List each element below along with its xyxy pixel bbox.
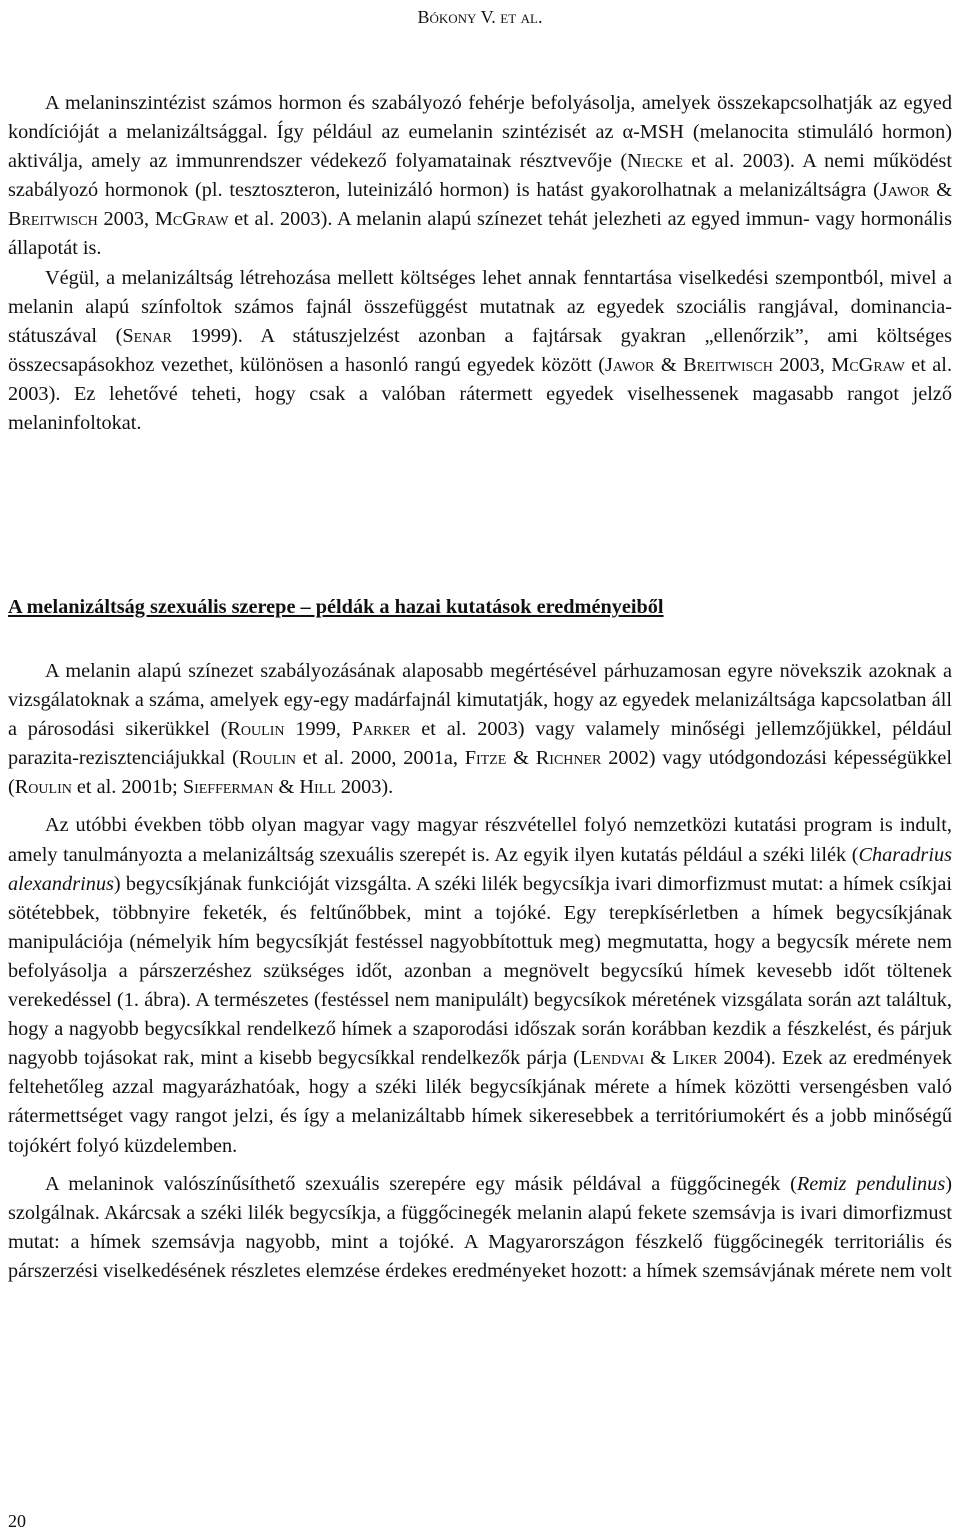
section-text	[8, 657, 952, 1286]
page-number: 20	[8, 1511, 26, 1531]
section-heading: A melanizáltság szexuális szerepe – példák a hazai kutatások eredményeiből	[8, 596, 664, 618]
section-paragraph: A melanin alapú színezet szabályozásának alaposabb megértésével párhuzamosan egyre növekszik azoknak a vizsgálatoknak a száma, amelyek egy-egy madárfajnál kimutatják, hogy az egyedek melanizáltsága kapcsolatban áll a párosodási sikerükkel (Roulin 1999, Parker et al. 2003) vagy valamely minőségi jellemzőjükkel, például parazita-rezisztenciájukkal (Roulin et al. 2000, 2001a, Fitze & Richner 2002) vagy utódgondozási képességükkel (Roulin et al. 2001b; Siefferman & Hill 2003).	[8, 660, 952, 799]
intro-paragraph: A melaninszintézist számos hormon és szabályozó fehérje befolyásolja, amelyek összekapcsolhatják az egyed kondícióját a melanizáltsággal. Így például az eumelanin szintézisét az α-MSH (melanocita stimuláló hormon) aktiválja, amely az immunrendszer védekező folyamatainak résztvevője (Niecke et al. 2003). A nemi működést szabályozó hormonok (pl. tesztoszteron, luteinizáló hormon) is hatást gyakorolhatnak a melanizáltságra (Jawor & Breitwisch 2003, McGraw et al. 2003). A melanin alapú színezet tehát jelezheti az egyed immun- vagy hormonális állapotát is.	[8, 92, 952, 260]
header-author: Bókony V. et al.	[417, 7, 543, 27]
intro-paragraph: Végül, a melanizáltság létrehozása mellett költséges lehet annak fenntartása viselkedési szempontból, mivel a melanin alapú színfoltok számos fajnál összefüggést mutatnak az egyedek szociális rangjával, dominancia-státuszával (Senar 1999). A státuszjelzést azonban a fajtársak gyakran „ellenőrzik”, ami költséges összecsapásokhoz vezethet, különösen a hasonló rangú egyedek között (Jawor & Breitwisch 2003, McGraw et al. 2003). Ez lehetővé teheti, hogy csak a valóban rátermett egyedek viselhessenek magasabb rangot jelző melaninfoltokat.	[8, 266, 953, 435]
section-paragraph: Az utóbbi években több olyan magyar vagy magyar részvétellel folyó nemzetközi kutatási program is indult, amely tanulmányozta a melanizáltság szexuális szerepét is. Az egyik ilyen kutatás például a széki lilék (Charadrius alexandrinus) begycsíkjának funkcióját vizsgálta. A széki lilék begycsíkja ivari dimorfizmust mutat: a hímek csíkjai sötétebbek, többnyire feketék, és feltűnőbbek, mint a tojóké. Egy terepkísérletben a hímek begycsíkjának manipulációja (némelyik hím begycsíkját festéssel nagyobbítottuk meg) megmutatta, hogy a begycsík mérete nem befolyásolja a párszerzéshez szükséges időt, azonban a megnövelt begycsíkú hímek kevesebb időt töltenek verekedéssel (1. ábra). A természetes (festéssel nem manipulált) begycsíkok méretének vizsgálata során azt találtuk, hogy a nagyobb begycsíkkal rendelkező hímek a szaporodási időszak során korábban kezdik a fészkelést, és párjuk nagyobb tojásokat rak, mint a kisebb begycsíkkal rendelkezők párja (Lendvai & Liker 2004). Ezek az eredmények feltehetőleg azzal magyarázhatóak, hogy a széki lilék begycsíkjának mérete a hímek közötti versengésben való rátermettséget vagy rangot jelzi, és így a melanizáltabb hímek sikeresebbek a territóriumokért és a jobb minőségű tojókért folyó küzdelemben.	[8, 814, 953, 1157]
section-paragraph: A melaninok valószínűsíthető szexuális szerepére egy másik példával a függőcinegék (Remiz pendulinus) szolgálnak. Akárcsak a széki lilék begycsíkja, a függőcinegék melanin alapú fekete szemsávja is ivari dimorfizmust mutat: a hímek szemsávja nagyobb, mint a tojóké. A Magyarországon fészkelő függőcinegék territoriális és párszerzési viselkedésének részletes elemzése érdekes eredményeket hozott: a hímek szemsávjának mérete nem volt	[8, 1172, 952, 1282]
intro-text	[8, 89, 952, 438]
running-header	[0, 6, 960, 28]
